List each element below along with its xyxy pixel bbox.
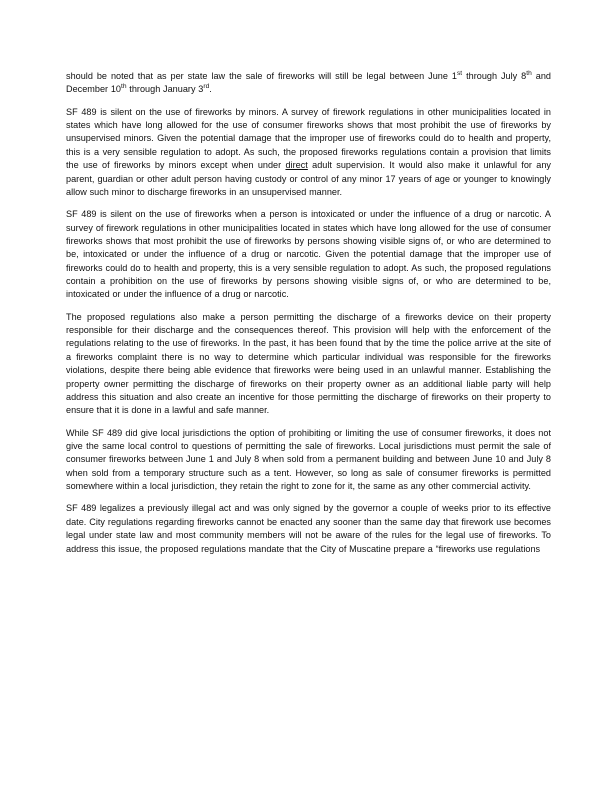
paragraph-p5 <box>66 427 551 494</box>
text-run: should be noted that as per state law the sale of fireworks will still be legal between June 1 <box>66 71 457 81</box>
text-run: The proposed regulations also make a person permitting the discharge of a fireworks device on their property responsible for their discharge and the consequences thereof. This provision will help with the enforcement of the regulations relating to the use of fireworks. In the past, it has been found that by the time the police arrive at the site of a fireworks complaint there is no way to determine which particular individual was responsible for the fireworks violations, despite there being able evidence that fireworks were being used in an unlawful manner. Establishing the property owner permitting the discharge of fireworks on their property owner as an additional liable party will help address this situation and also create an incentive for those permitting the discharge of fireworks on their property to ensure that it is done in a lawful and safe manner. <box>66 311 551 416</box>
emphasis-underline: direct <box>285 160 308 171</box>
ordinal-suffix: th <box>526 69 532 77</box>
ordinal-suffix: st <box>456 69 463 77</box>
paragraph-p3 <box>66 208 551 302</box>
paragraph-p4 <box>66 311 551 418</box>
paragraph-p2 <box>66 106 551 200</box>
text-run: and December 10 <box>66 71 551 95</box>
paragraph-p6 <box>66 502 551 555</box>
document-body <box>66 70 551 556</box>
text-run: SF 489 is silent on the use of fireworks when a person is intoxicated or under the influence of a drug or narcotic. A survey of firework regulations in other municipalities located in states which have long allowed for the use of consumer fireworks shows that most prohibit the use of fireworks by persons showing visible signs of, or who are determined to be, intoxicated or under the influence of a drug or narcotic. Given the potential damage that the improper use of fireworks could do to health and property, this is a very sensible regulation to adopt. As such, the proposed regulations contain a prohibition on the use of fireworks by persons showing visible signs of, or who are determined to be, intoxicated or under the influence of a drug or narcotic. <box>66 209 551 300</box>
paragraph-p1 <box>66 70 551 97</box>
text-run: SF 489 legalizes a previously illegal act and was only signed by the governor a couple of weeks prior to its effective date. City regulations regarding fireworks cannot be enacted any sooner than the same day that firework use becomes legal under state law and most community members will not be aware of the rules for the legal use of fireworks. To address this issue, the proposed regulations mandate that the City of Muscatine prepare a “fireworks use regulations <box>66 503 551 554</box>
text-run: through January 3 <box>126 84 204 95</box>
text-run: through July 8 <box>462 71 527 81</box>
text-run: . <box>209 84 212 95</box>
ordinal-suffix: th <box>121 83 127 91</box>
text-run: SF 489 is silent on the use of fireworks by minors. A survey of firework regulations in other municipalities located in states which have long allowed for the use of consumer fireworks shows that most prohibit the use of fireworks by unsupervised minors. Given the potential damage that the improper use of fireworks could do to health and property, this is a very sensible regulation to adopt. As such, the proposed fireworks regulations contain a provision that limits the use of fireworks by minors except when under <box>66 106 551 171</box>
text-run: adult supervision. It would also make it unlawful for any parent, guardian or other adult person having custody or control of any minor 17 years of age or younger to knowingly allow such minor to discharge fireworks in an unsupervised manner. <box>66 160 551 197</box>
text-run: While SF 489 did give local jurisdictions the option of prohibiting or limiting the use of consumer fireworks, it does not give the same local control to questions of permitting the sale of fireworks. Local jurisdictions must permit the sale of consumer fireworks between June 1 and July 8 when sold from a permanent building and between June 10 and July 8 when sold from a temporary structure such as a tent. However, so long as sale of consumer fireworks is permitted somewhere within a local jurisdiction, they retain the right to zone for it, the same as any other commercial activity. <box>66 427 551 492</box>
ordinal-suffix: rd <box>203 83 210 91</box>
